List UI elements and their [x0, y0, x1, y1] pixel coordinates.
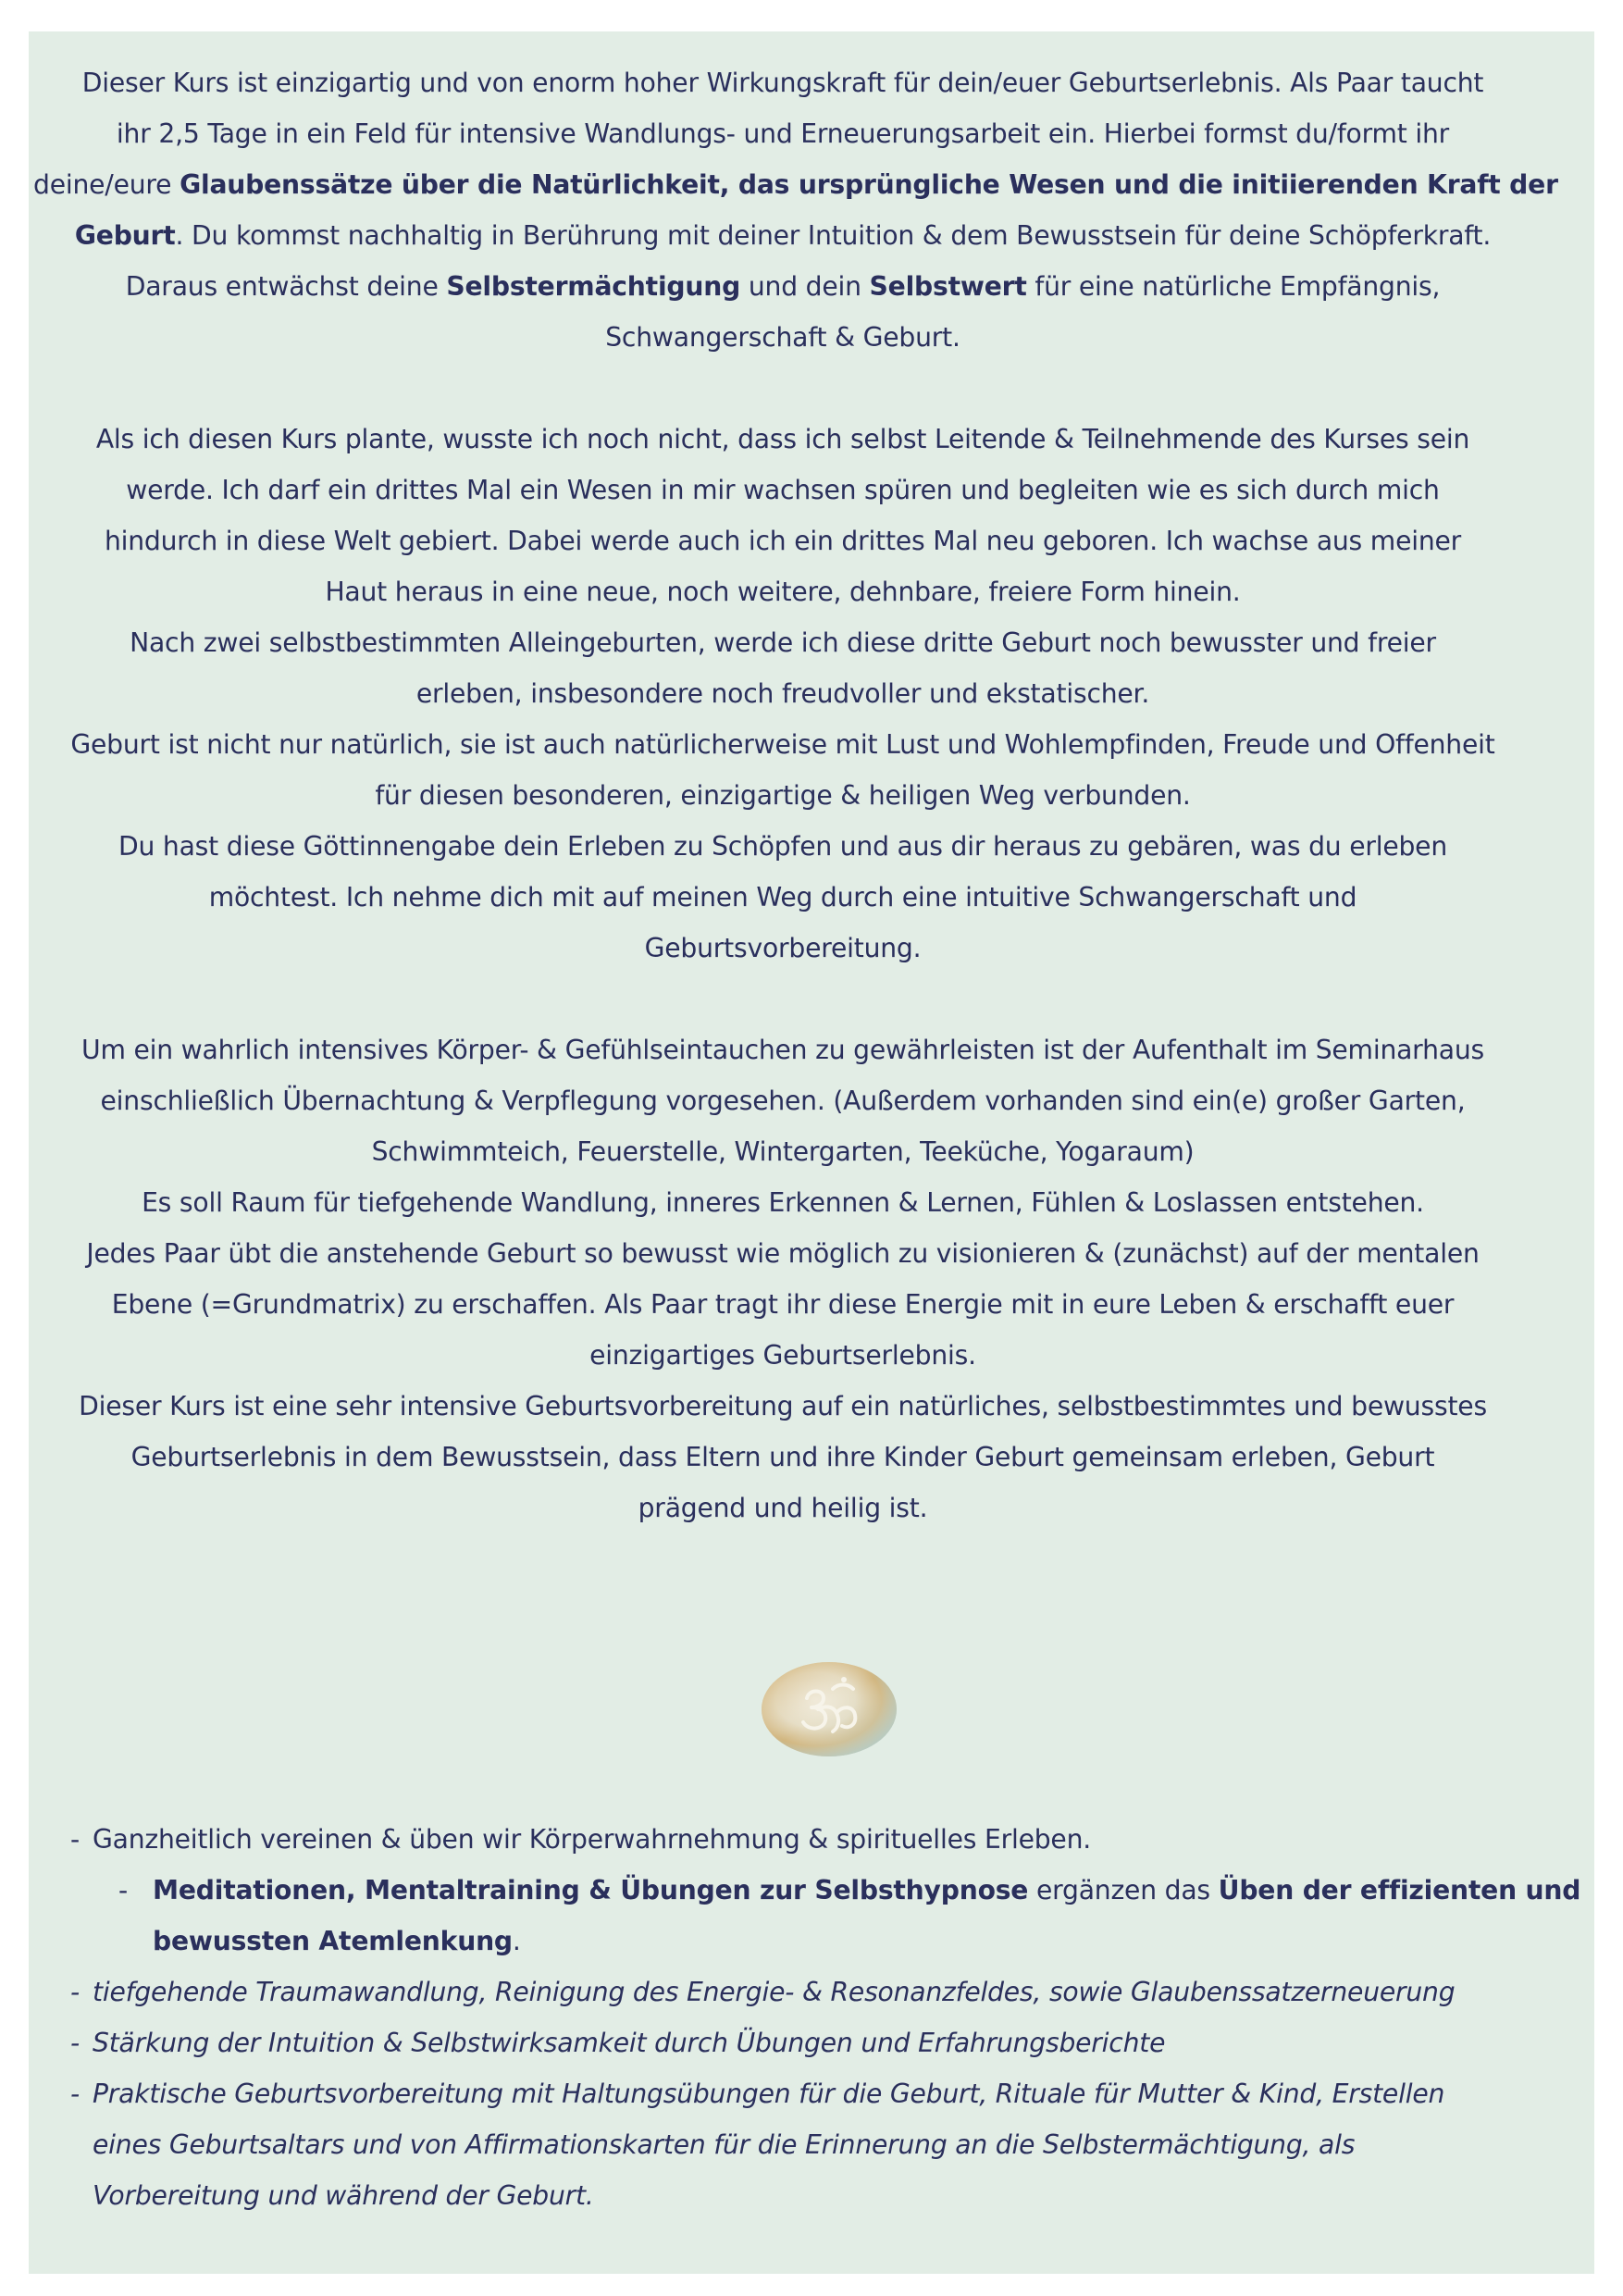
text-line: Daraus entwächst deine Selbstermächtigung und dein Selbstwert für eine natürliche Empfängnis,: [125, 271, 1441, 302]
text-line: prägend und heilig ist.: [638, 1493, 928, 1523]
text-line: Du hast diese Göttinnengabe dein Erleben zu Schöpfen und aus dir heraus zu gebären, was du erleben: [118, 831, 1447, 862]
list-item: - Ganzheitlich vereinen & üben wir Körperwahrnehmung & spirituelles Erleben.: [70, 1824, 1091, 1855]
intro-text: [33, 57, 1558, 1533]
text-line: Nach zwei selbstbestimmten Alleingeburten, werde ich diese dritte Geburt noch bewusster und freier: [130, 627, 1436, 658]
text-line: Dieser Kurs ist einzigartig und von enorm hoher Wirkungskraft für dein/euer Geburtserlebnis. Als Paar taucht: [81, 68, 1484, 98]
text-line: Schwangerschaft & Geburt.: [605, 322, 960, 353]
text-line: ihr 2,5 Tage in ein Feld für intensive Wandlungs- und Erneuerungsarbeit ein. Hierbei formst du/formt ihr: [116, 118, 1450, 149]
text-line: einzigartiges Geburtserlebnis.: [589, 1340, 976, 1371]
text-line: Geburt ist nicht nur natürlich, sie ist auch natürlicherweise mit Lust und Wohlempfinden, Freude und Offenheit: [70, 729, 1495, 760]
bold-selbstermaechtigung: Selbstermächtigung: [446, 271, 741, 302]
text-line: einschließlich Übernachtung & Verpflegung vorgesehen. (Außerdem vorhanden sind ein(e) großer Garten,: [100, 1086, 1466, 1116]
text-line: Um ein wahrlich intensives Körper- & Gefühlseintauchen zu gewährleisten ist der Aufenthalt im Seminarhaus: [81, 1035, 1484, 1065]
text-line: Dieser Kurs ist eine sehr intensive Geburtsvorbereitung auf ein natürliches, selbstbestimmtes und bewusstes: [79, 1391, 1487, 1421]
bold-selbstwert: Selbstwert: [869, 271, 1027, 302]
text-line: Jedes Paar übt die anstehende Geburt so bewusst wie möglich zu visionieren & (zunächst) auf der mentalen: [86, 1238, 1480, 1269]
paragraph-2: [33, 414, 1532, 974]
paragraph-3: [33, 1024, 1532, 1533]
list-item: - Praktische Geburtsvorbereitung mit Haltungsübungen für die Geburt, Rituale für Mutter & Kind, Erstellen eines Geburtsaltars und von Affirmationskarten für die Erinnerung an die Selbstermächtigung, als Vorbereitung und während der Geburt.: [70, 2079, 1445, 2211]
text-line: werde. Ich darf ein drittes Mal ein Wesen in mir wachsen spüren und begleiten wie es sich durch mich: [126, 475, 1440, 505]
text-line: möchtest. Ich nehme dich mit auf meinen Weg durch eine intuitive Schwangerschaft und: [208, 882, 1357, 912]
text-line: Schwimmteich, Feuerstelle, Wintergarten, Teeküche, Yogaraum): [371, 1136, 1195, 1167]
list-item: - Stärkung der Intuition & Selbstwirksamkeit durch Übungen und Erfahrungsberichte: [70, 2028, 1166, 2058]
text-line: Es soll Raum für tiefgehende Wandlung, inneres Erkennen & Lernen, Fühlen & Loslassen entstehen.: [142, 1187, 1424, 1218]
text-line: Geburtserlebnis in dem Bewusstsein, dass Eltern und ihre Kinder Geburt gemeinsam erleben, Geburt: [130, 1442, 1435, 1472]
bold-glaubenssaetze: Glaubenssätze über die Natürlichkeit, das ursprüngliche Wesen und die initiierenden Kraft der: [180, 169, 1558, 200]
feature-list: [70, 1814, 1588, 2221]
text-line: Als ich diesen Kurs plante, wusste ich noch nicht, dass ich selbst Leitende & Teilnehmende des Kurses sein: [95, 424, 1470, 454]
text-line: für diesen besonderen, einzigartige & heiligen Weg verbunden.: [375, 780, 1191, 811]
om-symbol-icon: [761, 1661, 898, 1757]
text-line: erleben, insbesondere noch freudvoller und ekstatischer.: [415, 678, 1150, 709]
list-item: - Meditationen, Mentaltraining & Übungen zur Selbsthypnose ergänzen das Üben der effizienten und bewussten Atemlenkung.: [118, 1875, 1581, 1956]
text-line: Ebene (=Grundmatrix) zu erschaffen. Als Paar tragt ihr diese Energie mit in eure Leben & erschafft euer: [111, 1289, 1455, 1320]
text-line: Geburt. Du kommst nachhaltig in Berührung mit deiner Intuition & dem Bewusstsein für deine Schöpferkraft.: [74, 220, 1492, 251]
text-line: deine/eure Glaubenssätze über die Natürlichkeit, das ursprüngliche Wesen und die initiierenden Kraft der: [33, 169, 1558, 200]
text-line: Haut heraus in eine neue, noch weitere, dehnbare, freiere Form hinein.: [325, 577, 1241, 607]
bold-geburt: Geburt: [74, 220, 176, 251]
paragraph-1: [33, 57, 1558, 363]
list-item: - tiefgehende Traumawandlung, Reinigung des Energie- & Resonanzfeldes, sowie Glaubenssatzerneuerung: [70, 1977, 1456, 2007]
text-line: hindurch in diese Welt gebiert. Dabei werde auch ich ein drittes Mal neu geboren. Ich wachse aus meiner: [104, 526, 1462, 556]
text-line: Geburtsvorbereitung.: [644, 933, 922, 963]
